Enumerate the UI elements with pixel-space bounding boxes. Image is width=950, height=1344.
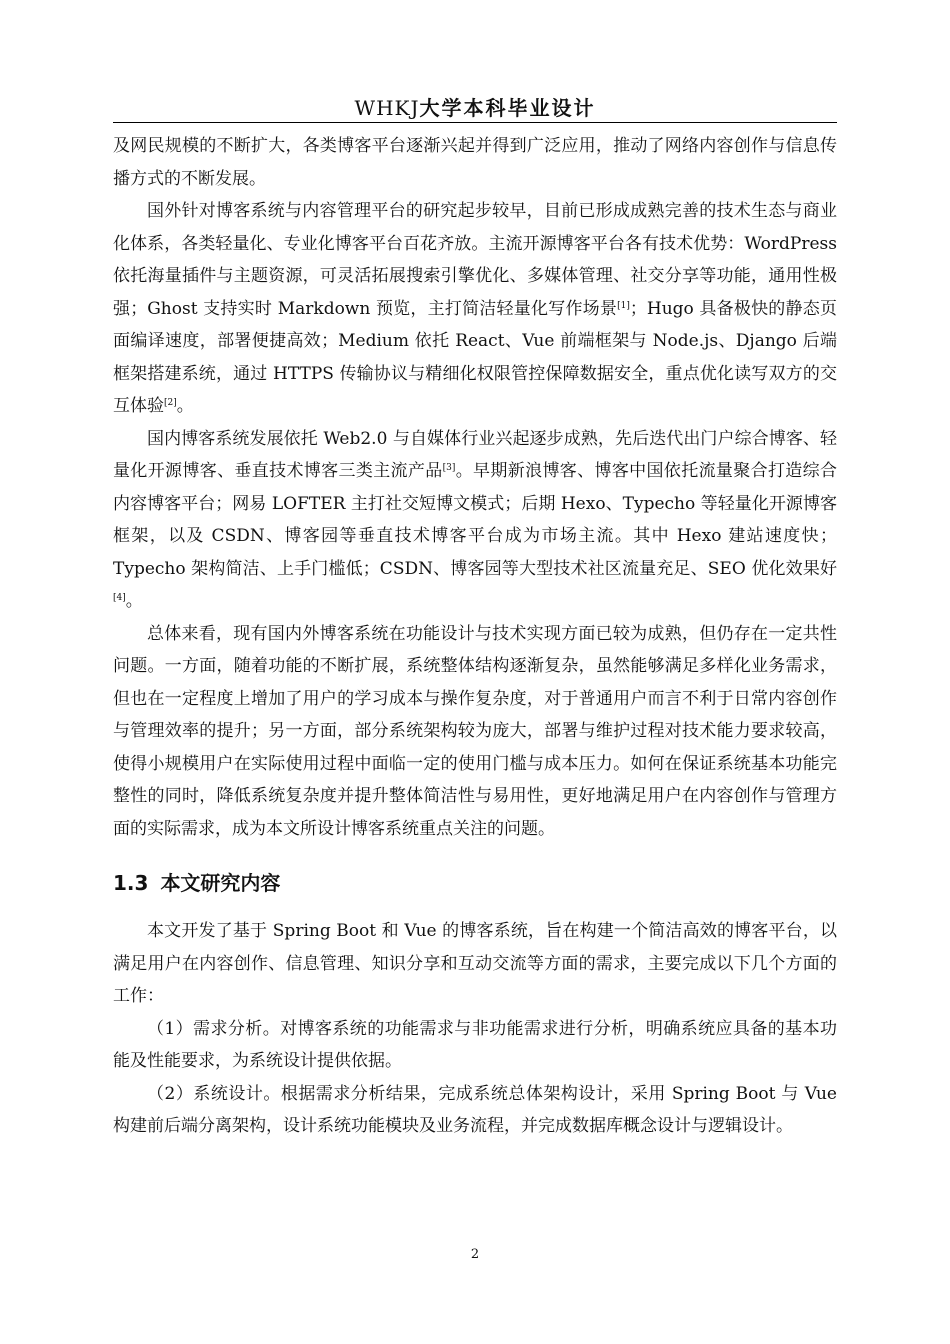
paragraph-foreign-research (113, 195, 837, 423)
section-number: 1.3 (113, 871, 149, 895)
paragraph-text: ；Hugo 具备极快的静态页面编译速度，部署便捷高效；Medium 依托 React、Vue 前端框架与 Node.js、Django 后端框架搭建系统，通过 HTTPS 传输协议与精细化权限管控保障数据安全，重点优化读写双方的交互体验 (113, 298, 837, 416)
page-header (113, 94, 837, 123)
citation-ref: [3] (442, 463, 456, 473)
paragraph-text: 国外针对博客系统与内容管理平台的研究起步较早，目前已形成成熟完善的技术生态与商业化体系，各类轻量化、专业化博客平台百花齐放。主流开源博客平台各有技术优势：WordPress 依托海量插件与主题资源，可灵活拓展搜索引擎优化、多媒体管理、社交分享等功能，通用性极强；Ghost 支持实时 Markdown 预览，主打简洁轻量化写作场景 (113, 201, 837, 319)
paragraph-research-intro: 本文开发了基于 Spring Boot 和 Vue 的博客系统，旨在构建一个简洁高效的博客平台，以满足用户在内容创作、信息管理、知识分享和互动交流等方面的需求，主要完成以下几个方面的工作： (113, 921, 837, 1006)
paragraph-item-2: （2）系统设计。根据需求分析结果，完成系统总体架构设计，采用 Spring Boot 与 Vue 构建前后端分离架构，设计系统功能模块及业务流程，并完成数据库概念设计与逻辑设计。 (113, 1083, 837, 1136)
paragraph-continued: 及网民规模的不断扩大，各类博客平台逐渐兴起并得到广泛应用，推动了网络内容创作与信息传播方式的不断发展。 (113, 136, 837, 189)
paragraph-summary: 总体来看，现有国内外博客系统在功能设计与技术实现方面已较为成熟，但仍存在一定共性问题。一方面，随着功能的不断扩展，系统整体结构逐渐复杂，虽然能够满足多样化业务需求，但也在一定程度上增加了用户的学习成本与操作复杂度，对于普通用户而言不利于日常内容创作与管理效率的提升；另一方面，部分系统架构较为庞大，部署与维护过程对技术能力要求较高，使得小规模用户在实际使用过程中面临一定的使用门槛与成本压力。如何在保证系统基本功能完整性的同时，降低系统复杂度并提升整体简洁性与易用性，更好地满足用户在内容创作与管理方面的实际需求，成为本文所设计博客系统重点关注的问题。 (113, 623, 837, 839)
paragraph-domestic-research (113, 423, 837, 618)
citation-ref: [2] (164, 398, 177, 408)
header-brand: WHKJ (354, 96, 420, 120)
paragraph-item-1: （1）需求分析。对博客系统的功能需求与非功能需求进行分析，明确系统应具备的基本功能及性能要求，为系统设计提供依据。 (113, 1018, 837, 1071)
section-title: 本文研究内容 (160, 871, 281, 895)
paragraph-text: 。 (176, 396, 194, 416)
paragraph-text: 。早期新浪博客、博客中国依托流量聚合打造综合内容博客平台；网易 LOFTER 主打社交短博文模式；后期 Hexo、Typecho 等轻量化开源博客框架，以及 CSDN、博客园等垂直技术博客平台成为市场主流。其中 Hexo 建站速度快；Typecho 架构简洁、上手门槛低；CSDN、博客园等大型技术社区流量充足、SEO 优化效果好 (113, 461, 838, 579)
section-heading (113, 867, 837, 899)
citation-ref: [4] (113, 593, 126, 603)
paragraph-text: 。 (125, 591, 143, 611)
header-university-title: 大学本科毕业设计 (419, 96, 596, 120)
page-number: 2 (470, 1247, 480, 1262)
page-body (113, 130, 837, 1143)
citation-ref: [1] (617, 300, 630, 311)
paragraph-text: 国内博客系统发展依托 Web2.0 与自媒体行业兴起逐步成熟，先后迭代出门户综合博客、轻量化开源博客、垂直技术博客三类主流产品 (113, 428, 837, 481)
